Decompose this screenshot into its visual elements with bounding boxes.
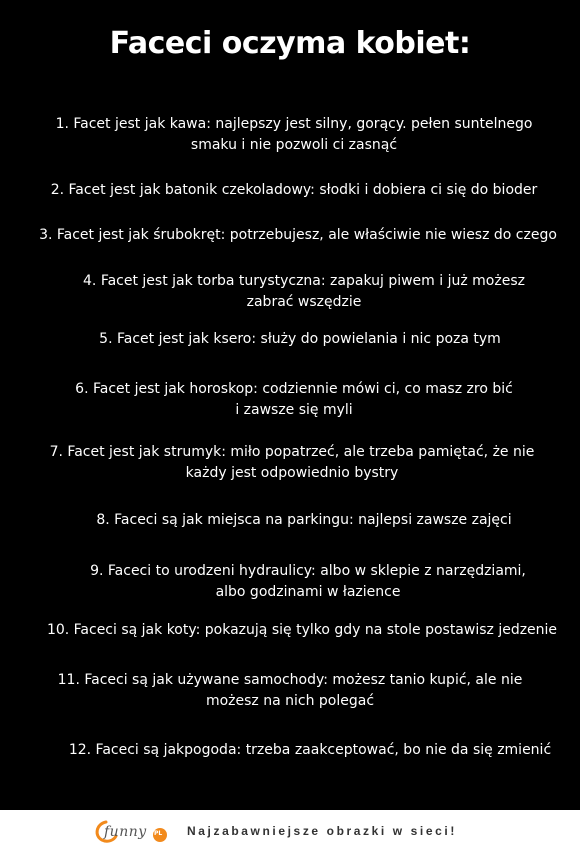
logo-badge: PL bbox=[154, 830, 163, 837]
list-item-line: możesz na nich polegać bbox=[205, 693, 375, 709]
list-item-line: 6. Facet jest jak horoskop: codziennie mówi ci, co masz zro bić bbox=[75, 381, 513, 397]
list-item bbox=[0, 442, 580, 484]
list-item bbox=[0, 114, 580, 156]
list-item bbox=[0, 271, 580, 313]
list-item-line: 11. Faceci są jak używane samochody: możesz tanio kupić, ale nie bbox=[57, 672, 523, 688]
list-item-line: każdy jest odpowiednio bystry bbox=[185, 465, 399, 481]
footer bbox=[0, 810, 580, 853]
list-item-line: 4. Facet jest jak torba turystyczna: zapakuj piwem i już możesz bbox=[83, 273, 525, 289]
logo-text: funny bbox=[104, 824, 147, 840]
list-item-line: zabrać wszędzie bbox=[246, 294, 362, 310]
list-item-line: 12. Faceci są jakpogoda: trzeba zaakceptować, bo nie da się zmienić bbox=[68, 742, 552, 758]
footer-tagline: Najzabawniejsze obrazki w sieci! bbox=[187, 824, 457, 838]
list-item-line: i zawsze się myli bbox=[235, 402, 353, 418]
list-item bbox=[0, 670, 580, 712]
list-item-line: 5. Facet jest jak ksero: służy do powielania i nic poza tym bbox=[99, 331, 501, 347]
list-item-line: albo godzinami w łazience bbox=[215, 584, 401, 600]
list-item bbox=[0, 740, 580, 761]
list-item-line: 3. Facet jest jak śrubokręt: potrzebujesz, ale właściwie nie wiesz do czego bbox=[39, 227, 557, 243]
list-item-line: 8. Faceci są jak miejsca na parkingu: najlepsi zawsze zajęci bbox=[96, 512, 512, 528]
list-item bbox=[0, 379, 580, 421]
list-item-line: 7. Facet jest jak strumyk: miło popatrzeć, ale trzeba pamiętać, że nie bbox=[49, 444, 535, 460]
list-item bbox=[0, 510, 580, 531]
list-item bbox=[0, 329, 580, 350]
list-item bbox=[0, 180, 580, 201]
list-item-line: 10. Faceci są jak koty: pokazują się tylko gdy na stole postawisz jedzenie bbox=[46, 622, 558, 638]
page-title: Faceci oczyma kobiet: bbox=[109, 26, 471, 61]
list-item bbox=[0, 225, 580, 246]
list-item-line: smaku i nie pozwoli ci zasnąć bbox=[190, 137, 398, 153]
funny-logo[interactable] bbox=[92, 818, 172, 846]
list-item bbox=[0, 561, 580, 603]
list-item-line: 9. Faceci to urodzeni hydraulicy: albo w sklepie z narzędziami, bbox=[90, 563, 526, 579]
list-item-line: 1. Facet jest jak kawa: najlepszy jest silny, gorący. pełen suntelnego bbox=[55, 116, 533, 132]
list-item bbox=[0, 620, 580, 641]
list-item-line: 2. Facet jest jak batonik czekoladowy: słodki i dobiera ci się do bioder bbox=[50, 182, 538, 198]
